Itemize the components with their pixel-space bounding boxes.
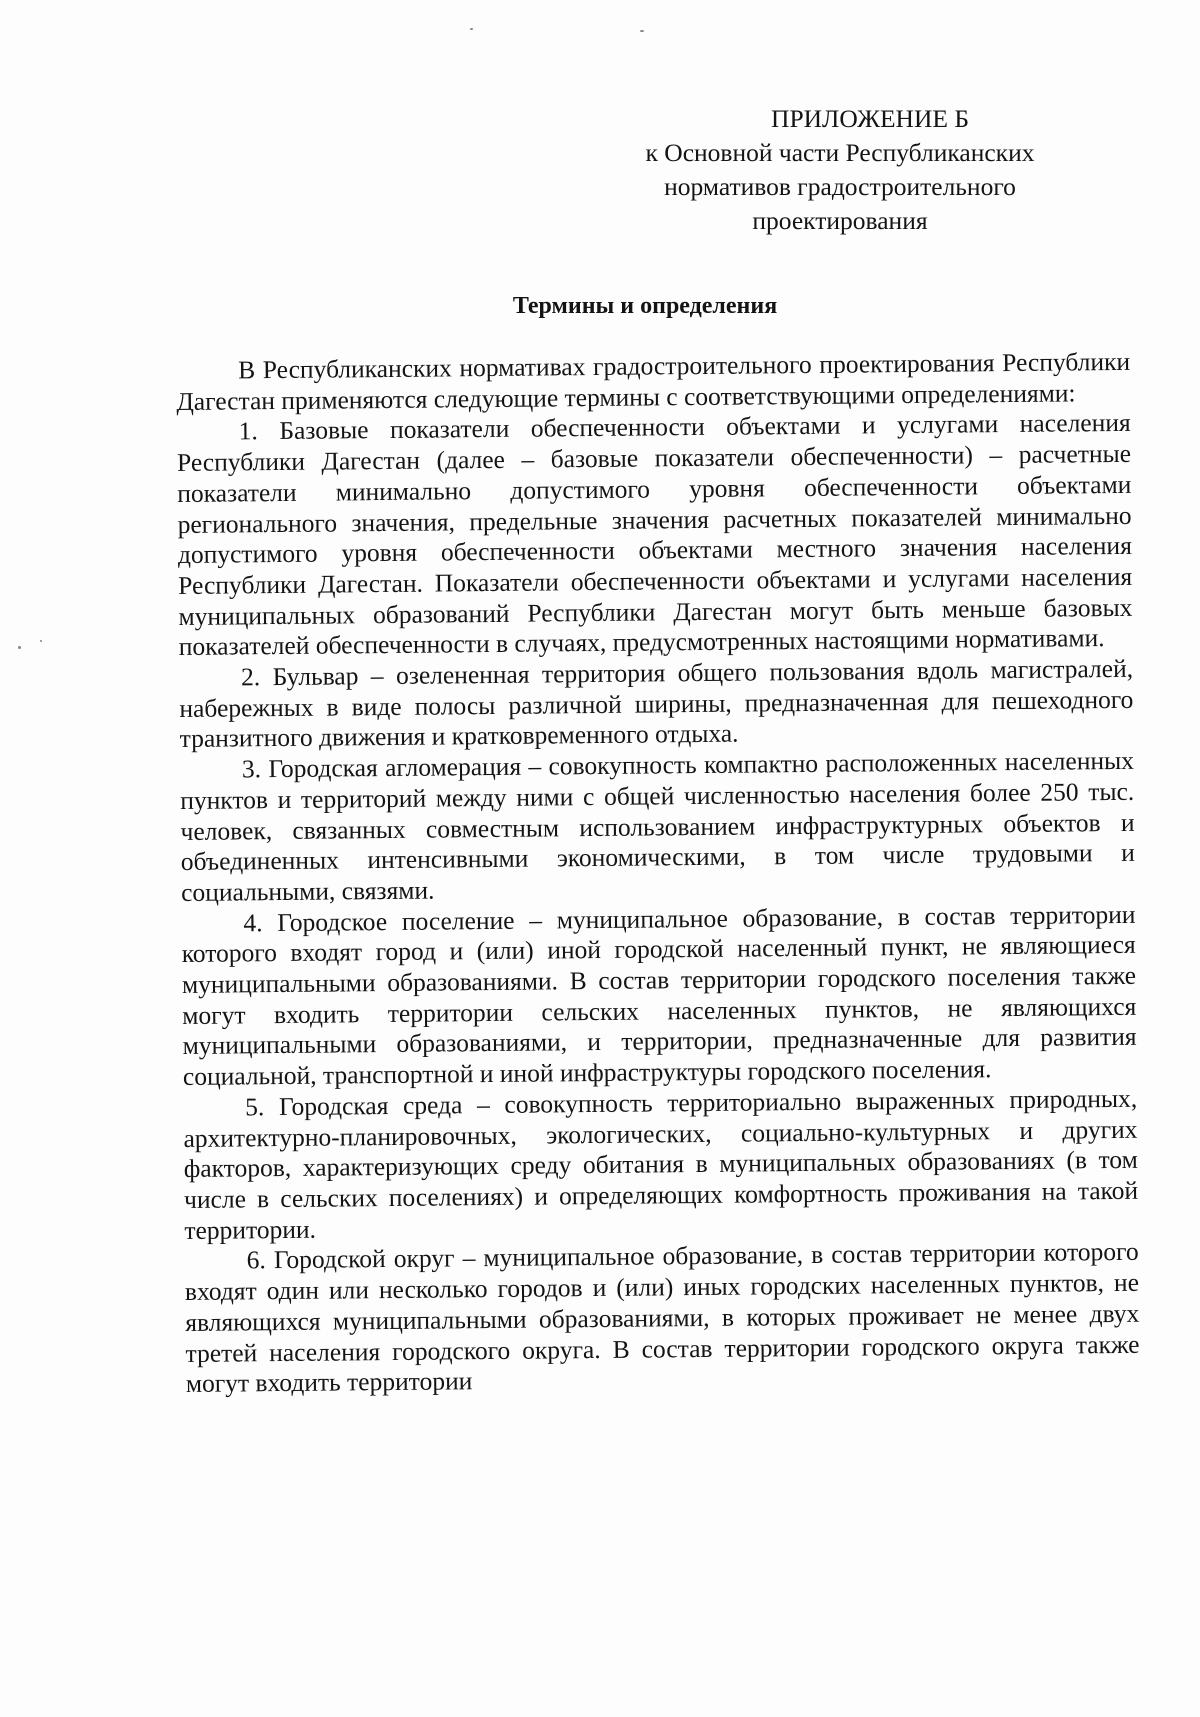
annex-title: ПРИЛОЖЕНИЕ Б (771, 104, 969, 133)
term-paragraph: 4. Городское поселение – муниципальное образование, в состав территории которого входят город и (или) иной городской населенный пункт, не являющиеся муниципальными образованиями. В состав территории городского поселения также могут входить территории сельских населенных пунктов, не являющихся муниципальными образованиями, и территории, предназначенные для развития социальной, транспортной и иной инфраструктуры городского поселения. (181, 899, 1137, 1092)
document-title: Термины и определения (512, 293, 778, 319)
term-paragraph: 6. Городской округ – муниципальное образование, в состав территории которого входят один или несколько городов и (или) иных городских населенных пунктов, не являющихся муниципальными образованиями, в которых проживает не менее двух третей населения городского округа. В состав территории городского округа также могут входить территории (184, 1237, 1140, 1399)
scan-speck (40, 640, 42, 642)
annex-line: нормативов градостроительного (664, 172, 1016, 201)
intro-paragraph: В Республиканских нормативах градостроительного проектирования Республики Дагестан применяются следующие термины с соответствующими определениями: (176, 346, 1131, 416)
annex-line: к Основной части Республиканских (645, 138, 1035, 167)
scan-speck (640, 30, 644, 32)
term-paragraph: 5. Городская среда – совокупность территориально выраженных природных, архитектурно-планировочных, экологических, социально-культурных и других факторов, характеризующих среду обитания в муниципальных образованиях (в том числе в сельских поселениях) и определяющих комфортность проживания на такой территории. (183, 1083, 1139, 1245)
term-paragraph: 1. Базовые показатели обеспеченности объектами и услугами населения Республики Дагестан (далее – базовые показатели обеспеченности) – расчетные показатели минимально допустимого уровня обеспеченности объектами регионального значения, предельные значения расчетных показателей минимально допустимого уровня обеспеченности объектами местного значения населения Республики Дагестан. Показатели обеспеченности объектами и услугами населения муниципальных образований Республики Дагестан могут быть меньше базовых показателей обеспеченности в случаях, предусмотренных настоящими нормативами. (176, 408, 1133, 662)
term-paragraph: 2. Бульвар – озелененная территория общего пользования вдоль магистралей, набережных в виде полосы различной ширины, предназначенная для пешеходного транзитного движения и кратковременного отдыха. (179, 653, 1134, 754)
term-paragraph: 3. Городская агломерация – совокупность компактно расположенных населенных пунктов и территорий между ними с общей численностью населения более 250 тыс. человек, связанных совместным использованием инфраструктурных объектов и объединенных интенсивными экономическими, в том числе трудовыми и социальными, связями. (180, 745, 1135, 907)
scan-speck (18, 646, 21, 649)
document-body (176, 347, 1140, 1400)
annex-line: проектирования (752, 206, 928, 235)
scan-speck (470, 28, 473, 30)
annex-header (620, 102, 1060, 238)
